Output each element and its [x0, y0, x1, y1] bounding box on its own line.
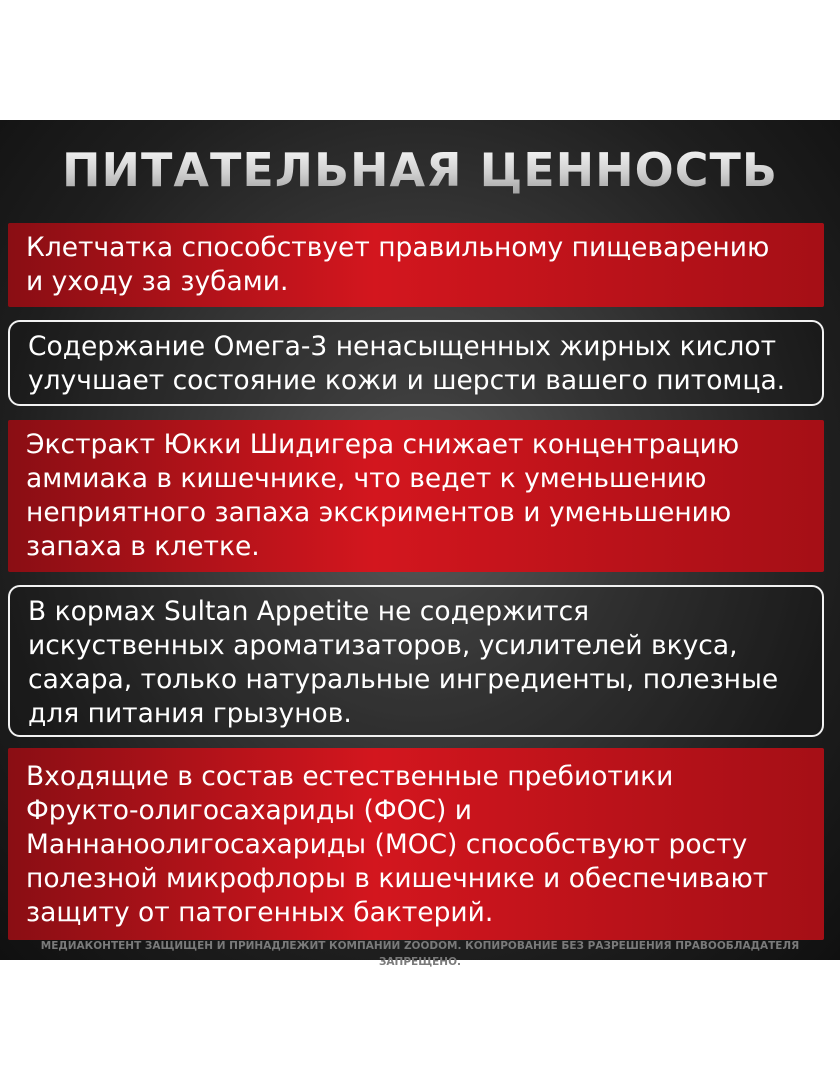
page-title: ПИТАТЕЛЬНАЯ ЦЕННОСТЬ — [0, 142, 840, 198]
benefit-line: Маннаноолигосахариды (МОС) способствуют росту — [26, 829, 748, 860]
benefit-yucca — [8, 420, 824, 572]
benefit-line: полезной микрофлоры в кишечнике и обеспечивают — [26, 863, 769, 894]
benefit-line: аммиака в кишечнике, что ведет к уменьшению — [26, 463, 707, 494]
benefit-line: улучшает состояние кожи и шерсти вашего питомца. — [28, 365, 786, 396]
benefit-line: Фрукто-олигосахариды (ФОС) и — [26, 795, 472, 826]
benefit-line: Входящие в состав естественные пребиотики — [26, 761, 674, 792]
benefit-line: защиту от патогенных бактерий. — [26, 897, 494, 928]
benefit-fiber — [8, 223, 824, 307]
benefit-line: Экстракт Юкки Шидигера снижает концентрацию — [26, 429, 740, 460]
benefit-line: сахара, только натуральные ингредиенты, полезные — [28, 664, 779, 695]
benefit-line: Содержание Омега-3 ненасыщенных жирных кислот — [28, 331, 777, 362]
product-info-card — [0, 120, 840, 968]
benefit-line: Клетчатка способствует правильному пищеварению — [26, 232, 770, 263]
benefit-prebiotics — [8, 748, 824, 940]
benefit-no-additives — [8, 585, 824, 737]
benefit-line: В кормах Sultan Appetite не содержится — [28, 596, 590, 627]
benefit-line: неприятного запаха экскриментов и уменьшению — [26, 497, 732, 528]
benefit-line: и уходу за зубами. — [26, 266, 289, 297]
benefit-line: искуственных ароматизаторов, усилителей вкуса, — [28, 630, 738, 661]
benefit-omega3 — [8, 320, 824, 406]
copyright-notice: МЕДИАКОНТЕНТ ЗАЩИЩЕН И ПРИНАДЛЕЖИТ КОМПАНИИ ZOODOM. КОПИРОВАНИЕ БЕЗ РАЗРЕШЕНИЯ ПРАВООБЛАДАТЕЛЯ ЗАПРЕЩЕНО. — [40, 940, 800, 968]
benefit-line: запаха в клетке. — [26, 531, 260, 562]
benefit-line: для питания грызунов. — [28, 698, 352, 729]
